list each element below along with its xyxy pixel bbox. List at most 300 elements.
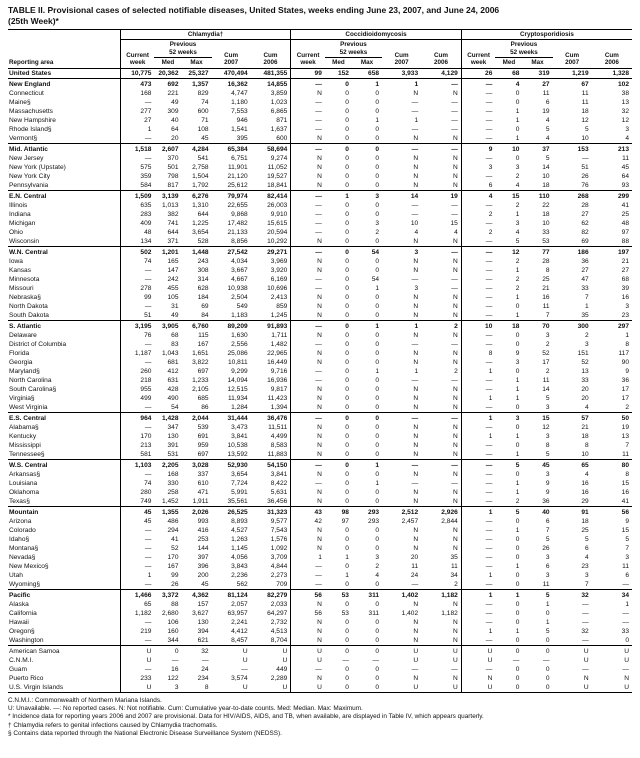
value-cell: 54,150 xyxy=(251,459,291,470)
value-cell: 39 xyxy=(621,284,629,292)
value-cell: 7 xyxy=(584,293,589,301)
reporting-area-cell: California xyxy=(9,609,37,617)
value-cell: 1,394 xyxy=(270,403,288,411)
value-cell: 218 xyxy=(120,376,154,385)
value-cell: 0 xyxy=(375,181,380,189)
value-cell: 25,612 xyxy=(227,181,248,189)
value-cell: N xyxy=(453,618,458,626)
value-cell: 502 xyxy=(120,246,154,257)
reporting-area-cell: E.S. Central xyxy=(8,412,120,423)
table-row xyxy=(8,385,632,394)
value-cell: 20 xyxy=(171,134,179,142)
value-cell: 74 xyxy=(120,257,154,266)
value-cell: 1 xyxy=(461,627,495,636)
value-cell: 471 xyxy=(197,488,209,496)
value-cell: 213 xyxy=(120,441,154,450)
value-cell: — xyxy=(120,302,154,311)
value-cell: 7 xyxy=(625,544,629,552)
value-cell: 90 xyxy=(621,358,629,366)
value-cell: U xyxy=(583,656,589,664)
value-cell: 47 xyxy=(581,275,589,283)
value-cell: — xyxy=(461,284,495,293)
value-cell: 829 xyxy=(197,89,209,97)
value-cell: N xyxy=(413,358,419,366)
value-cell: 0 xyxy=(515,674,520,682)
table-row xyxy=(8,645,632,656)
value-cell: N xyxy=(291,302,325,311)
value-cell: 2,289 xyxy=(270,674,288,682)
reporting-area-cell: Oklahoma xyxy=(9,488,40,496)
value-cell: 4 xyxy=(454,228,458,236)
value-cell: 35 xyxy=(581,311,589,319)
value-cell: — xyxy=(461,340,495,349)
reporting-area-cell: Illinois xyxy=(9,201,28,209)
value-cell: 4,844 xyxy=(270,562,288,570)
value-cell: 1 xyxy=(515,107,520,115)
value-cell: N xyxy=(413,674,419,682)
table-row xyxy=(8,450,632,460)
reporting-area-cell: Guam xyxy=(9,665,27,673)
value-cell: N xyxy=(453,403,458,411)
value-cell: N xyxy=(624,674,629,682)
reporting-area-cell: W.N. Central xyxy=(8,246,120,257)
value-cell: 134 xyxy=(120,237,154,247)
reporting-area-cell: Connecticut xyxy=(9,89,44,97)
value-cell: — xyxy=(461,479,495,488)
value-cell: 115 xyxy=(198,331,209,339)
value-cell: 7,724 xyxy=(231,479,248,487)
value-cell: 50 xyxy=(592,412,632,423)
value-cell: 27 xyxy=(621,266,629,274)
value-cell: N xyxy=(413,237,419,245)
value-cell: 79,974 xyxy=(212,190,251,201)
value-cell: N xyxy=(413,394,419,402)
value-cell: 490 xyxy=(167,394,179,402)
value-cell: 0 xyxy=(325,412,352,423)
value-cell: 54 xyxy=(352,246,382,257)
value-cell: U xyxy=(242,683,248,691)
value-cell: 1 xyxy=(515,432,520,440)
value-cell: N xyxy=(413,293,419,301)
value-cell: 8 xyxy=(461,349,495,358)
value-cell: 52,930 xyxy=(212,459,251,470)
value-cell: 1,233 xyxy=(192,376,209,384)
value-cell: 17,482 xyxy=(227,219,248,227)
reporting-area-cell: Colorado xyxy=(9,526,36,534)
reporting-area-cell: Puerto Rico xyxy=(9,674,44,682)
value-cell: 2 xyxy=(545,340,550,348)
table-row xyxy=(8,571,632,580)
value-cell: — xyxy=(411,210,419,218)
value-cell: 5 xyxy=(545,627,550,635)
cum-2007-header: Cum 2007 xyxy=(212,40,251,68)
value-cell: — xyxy=(461,275,495,284)
value-cell: 3 xyxy=(461,163,495,172)
value-cell: 4 xyxy=(545,116,550,124)
value-cell: 6 xyxy=(545,98,550,106)
value-cell: 29 xyxy=(581,497,589,505)
value-cell: 1 xyxy=(515,479,520,487)
value-cell: 2,057 xyxy=(231,600,248,608)
value-cell: 0 xyxy=(375,394,380,402)
value-cell: 31,444 xyxy=(212,412,251,423)
value-cell: 644 xyxy=(167,228,179,236)
value-cell: 0 xyxy=(345,154,349,162)
value-cell: 117 xyxy=(618,349,629,357)
value-cell: 311 xyxy=(352,589,382,600)
value-cell: 4 xyxy=(584,470,589,478)
value-cell: N xyxy=(413,172,419,180)
value-cell: 1,504 xyxy=(192,172,209,180)
value-cell: 98 xyxy=(325,506,352,517)
value-cell: 4,284 xyxy=(182,143,212,154)
value-cell: N xyxy=(413,163,419,171)
value-cell: 14,855 xyxy=(251,78,291,89)
value-cell: 1,428 xyxy=(154,412,181,423)
value-cell: 0 xyxy=(375,125,380,133)
cum-2006-header: Cum 2006 xyxy=(421,40,461,68)
value-cell: 2,241 xyxy=(231,618,248,626)
value-cell: 12 xyxy=(581,116,589,124)
value-cell: 19,527 xyxy=(267,172,288,180)
value-cell: 147 xyxy=(167,266,179,274)
value-cell: 1,482 xyxy=(270,340,288,348)
value-cell: 7 xyxy=(625,441,629,449)
value-cell: — xyxy=(291,571,325,580)
value-cell: U xyxy=(291,683,325,693)
value-cell: 49 xyxy=(171,311,179,319)
value-cell: 74 xyxy=(201,98,209,106)
value-cell: N xyxy=(453,331,458,339)
value-cell: — xyxy=(461,302,495,311)
value-cell: 0 xyxy=(345,237,349,245)
value-cell: N xyxy=(413,627,419,635)
value-cell: 539 xyxy=(197,423,209,431)
reporting-area-cell: Louisiana xyxy=(9,479,38,487)
value-cell: — xyxy=(461,553,495,562)
value-cell: 14 xyxy=(382,190,421,201)
value-cell: 1 xyxy=(352,78,382,89)
value-cell: 0 xyxy=(375,432,380,440)
value-cell: 16 xyxy=(621,293,629,301)
value-cell: 151 xyxy=(577,349,589,357)
value-cell: 0 xyxy=(325,320,352,331)
value-cell: — xyxy=(461,311,495,321)
value-cell: — xyxy=(461,636,495,646)
value-cell: 106 xyxy=(167,618,179,626)
value-cell: — xyxy=(582,665,589,673)
value-cell: 8,893 xyxy=(231,517,248,525)
value-cell: 91,893 xyxy=(251,320,291,331)
value-cell: 1,145 xyxy=(231,544,248,552)
value-cell: 749 xyxy=(120,497,154,507)
value-cell: N xyxy=(413,618,419,626)
value-cell: 0 xyxy=(375,423,380,431)
value-cell: 1 xyxy=(375,116,380,124)
value-cell: 391 xyxy=(167,441,179,449)
value-cell: 2,758 xyxy=(192,163,209,171)
value-cell: — xyxy=(291,98,325,107)
value-cell: 23 xyxy=(621,311,629,319)
value-cell: 10,292 xyxy=(267,237,288,245)
table-body xyxy=(8,68,632,692)
value-cell: 0 xyxy=(375,580,380,588)
value-cell: 1 xyxy=(625,600,629,608)
value-cell: 397 xyxy=(197,553,209,561)
value-cell: 152 xyxy=(337,69,349,77)
value-cell: 29,271 xyxy=(251,246,291,257)
value-cell: 3 xyxy=(625,553,629,561)
value-cell: 1 xyxy=(461,432,495,441)
value-cell: — xyxy=(461,665,495,674)
value-cell: 3,843 xyxy=(231,562,248,570)
value-cell: 4,362 xyxy=(182,589,212,600)
value-cell: 0 xyxy=(375,470,380,478)
value-cell: 48 xyxy=(621,219,629,227)
value-cell: — xyxy=(421,412,461,423)
value-cell: 0 xyxy=(515,618,520,626)
value-cell: — xyxy=(291,116,325,125)
value-cell: 371 xyxy=(167,237,179,245)
value-cell: 52 xyxy=(542,349,550,357)
value-cell: 409 xyxy=(120,219,154,228)
column-group-chlamydia: Chlamydia† xyxy=(120,30,290,40)
value-cell: 11,511 xyxy=(268,423,288,431)
value-cell: 3 xyxy=(625,302,629,310)
value-cell: U xyxy=(212,645,251,656)
value-cell: 681 xyxy=(167,358,179,366)
value-cell: 26 xyxy=(461,68,495,78)
value-cell: — xyxy=(461,562,495,571)
value-cell: 3,822 xyxy=(192,358,209,366)
value-cell: 68 xyxy=(621,275,629,283)
value-cell: 10 xyxy=(581,450,589,458)
table-row xyxy=(8,78,632,89)
value-cell: 2 xyxy=(375,562,380,570)
value-cell: 3,709 xyxy=(270,553,288,561)
value-cell: — xyxy=(120,266,154,275)
value-cell: 6 xyxy=(545,562,550,570)
value-cell: N xyxy=(453,627,458,635)
value-cell: 219 xyxy=(120,627,154,636)
value-cell: 2,556 xyxy=(231,340,248,348)
value-cell: 10,775 xyxy=(120,68,154,78)
value-cell: 501 xyxy=(167,163,179,171)
reporting-area-cell: New Mexico§ xyxy=(9,562,49,570)
value-cell: 213 xyxy=(592,143,632,154)
value-cell: 65 xyxy=(120,600,154,609)
value-cell: 3 xyxy=(545,331,550,339)
value-cell: N xyxy=(291,488,325,497)
value-cell: 25 xyxy=(581,526,589,534)
value-cell: 36 xyxy=(621,376,629,384)
value-cell: 84 xyxy=(201,311,209,319)
value-cell: 56 xyxy=(291,589,325,600)
value-cell: 3 xyxy=(174,683,179,691)
value-cell: N xyxy=(413,257,419,265)
value-cell: 412 xyxy=(167,367,179,375)
value-cell: 26 xyxy=(542,544,550,552)
value-cell: 19 xyxy=(542,107,550,115)
value-cell: 0 xyxy=(345,331,349,339)
value-cell: 0 xyxy=(345,488,349,496)
value-cell: 93 xyxy=(621,181,629,189)
value-cell: 19 xyxy=(621,423,629,431)
table-row xyxy=(8,358,632,367)
reporting-area-cell: Wyoming§ xyxy=(9,580,41,588)
table-row xyxy=(8,600,632,609)
value-cell: 41 xyxy=(621,201,629,209)
value-cell: 4 xyxy=(584,403,589,411)
value-cell: N xyxy=(453,394,458,402)
value-cell: 600 xyxy=(276,134,288,142)
value-cell: 53 xyxy=(542,237,550,245)
value-cell: 17 xyxy=(542,358,550,366)
value-cell: — xyxy=(411,98,419,106)
value-cell: 99 xyxy=(120,293,154,302)
cum-2007-header: Cum 2007 xyxy=(553,40,592,68)
value-cell: 26,003 xyxy=(267,201,288,209)
value-cell: N xyxy=(413,470,419,478)
table-row xyxy=(8,210,632,219)
value-cell: 1,911 xyxy=(192,497,209,505)
value-cell: — xyxy=(461,600,495,609)
value-cell: 15 xyxy=(450,219,458,227)
value-cell: N xyxy=(453,497,458,505)
value-cell: 4 xyxy=(461,190,495,201)
value-cell: 1 xyxy=(375,367,380,375)
value-cell: 243 xyxy=(197,257,209,265)
value-cell: 0 xyxy=(375,331,380,339)
value-cell: 36,456 xyxy=(267,497,288,505)
table-title-block xyxy=(8,5,632,26)
value-cell: 4 xyxy=(625,134,629,142)
value-cell: 0 xyxy=(375,257,380,265)
value-cell: 36 xyxy=(542,497,550,505)
value-cell: 17 xyxy=(621,394,629,402)
value-cell: 7,543 xyxy=(270,526,288,534)
value-cell: 51 xyxy=(581,163,589,171)
value-cell: 359 xyxy=(120,172,154,181)
value-cell: N xyxy=(453,257,458,265)
value-cell: 621 xyxy=(197,636,209,644)
value-cell: 0 xyxy=(325,78,352,89)
value-cell: 1 xyxy=(325,190,352,201)
value-cell: 396 xyxy=(197,562,209,570)
reporting-area-cell: Vermont§ xyxy=(9,134,38,142)
value-cell: N xyxy=(291,450,325,460)
value-cell: N xyxy=(291,293,325,302)
value-cell: 8 xyxy=(545,266,550,274)
reporting-area-cell: Michigan xyxy=(9,219,36,227)
value-cell: 0 xyxy=(375,89,380,97)
value-cell: 22,965 xyxy=(267,349,288,357)
value-cell: 45 xyxy=(201,134,209,142)
value-cell: 709 xyxy=(276,580,288,588)
value-cell: 382 xyxy=(167,210,179,218)
value-cell: 993 xyxy=(197,517,209,525)
value-cell: 0 xyxy=(375,441,380,449)
value-cell: — xyxy=(291,228,325,237)
value-cell: 0 xyxy=(325,459,352,470)
value-cell: — xyxy=(461,266,495,275)
value-cell: 130 xyxy=(167,432,179,440)
value-cell: — xyxy=(120,98,154,107)
value-cell: 1 xyxy=(515,116,520,124)
value-cell: 82,279 xyxy=(251,589,291,600)
value-cell: 9,910 xyxy=(270,210,288,218)
reporting-area-cell: C.N.M.I. xyxy=(9,656,34,664)
value-cell: U xyxy=(382,645,421,656)
value-cell: 99 xyxy=(171,571,179,579)
footnotes xyxy=(8,697,632,739)
value-cell: — xyxy=(120,358,154,367)
value-cell: 697 xyxy=(197,367,209,375)
value-cell: 473 xyxy=(120,78,154,89)
value-cell: 3 xyxy=(545,403,550,411)
value-cell: 0 xyxy=(515,600,520,608)
value-cell: 697 xyxy=(197,450,209,458)
value-cell: — xyxy=(461,517,495,526)
value-cell: 817 xyxy=(167,181,179,189)
value-cell: 16 xyxy=(542,293,550,301)
value-cell: 27 xyxy=(581,266,589,274)
value-cell: 91 xyxy=(553,506,592,517)
value-cell: 2,926 xyxy=(421,506,461,517)
reporting-area-cell: Iowa xyxy=(9,257,23,265)
value-cell: 57 xyxy=(553,412,592,423)
reporting-area-cell: New Jersey xyxy=(9,154,44,162)
value-cell: 20 xyxy=(581,394,589,402)
value-cell: 1,182 xyxy=(120,609,154,618)
value-cell: — xyxy=(461,293,495,302)
value-cell: — xyxy=(291,412,325,423)
value-cell: 11 xyxy=(622,450,629,458)
value-cell: 1,183 xyxy=(231,311,248,319)
value-cell: 24 xyxy=(201,665,209,673)
footnote: U: Unavailable. —: No reported cases. N: Not notifiable. Cum: Cumulative year-to-date counts. Med: Median. Max: Maximum. xyxy=(8,705,363,713)
value-cell: 798 xyxy=(167,172,179,180)
value-cell: 0 xyxy=(345,311,349,319)
value-cell: 41 xyxy=(171,535,179,543)
value-cell: 1 xyxy=(515,385,520,393)
value-cell: 370 xyxy=(167,154,179,162)
value-cell: 25,327 xyxy=(188,69,209,77)
value-cell: 1 xyxy=(495,589,522,600)
max-header: Max xyxy=(352,58,382,68)
value-cell: 0 xyxy=(375,403,380,411)
value-cell: 0 xyxy=(375,683,380,691)
value-cell: 13 xyxy=(621,98,629,106)
value-cell: 2 xyxy=(461,228,495,237)
value-cell: 1 xyxy=(515,134,520,142)
value-cell: 9 xyxy=(625,517,629,525)
value-cell: 168 xyxy=(120,89,154,98)
value-cell: 0 xyxy=(375,544,380,552)
footnote: § Contains data reported through the National Electronic Disease Surveillance System (NEDSS). xyxy=(8,730,282,738)
value-cell: — xyxy=(291,459,325,470)
reporting-area-cell: Wisconsin xyxy=(9,237,40,245)
value-cell: 8,856 xyxy=(231,237,248,245)
value-cell: 10,938 xyxy=(227,284,248,292)
value-cell: 283 xyxy=(120,210,154,219)
value-cell: 45 xyxy=(201,580,209,588)
table-row xyxy=(8,674,632,683)
value-cell: 32 xyxy=(581,627,589,635)
value-cell: 16 xyxy=(171,665,179,673)
reporting-area-cell: Idaho§ xyxy=(9,535,30,543)
value-cell: 0 xyxy=(375,266,380,274)
